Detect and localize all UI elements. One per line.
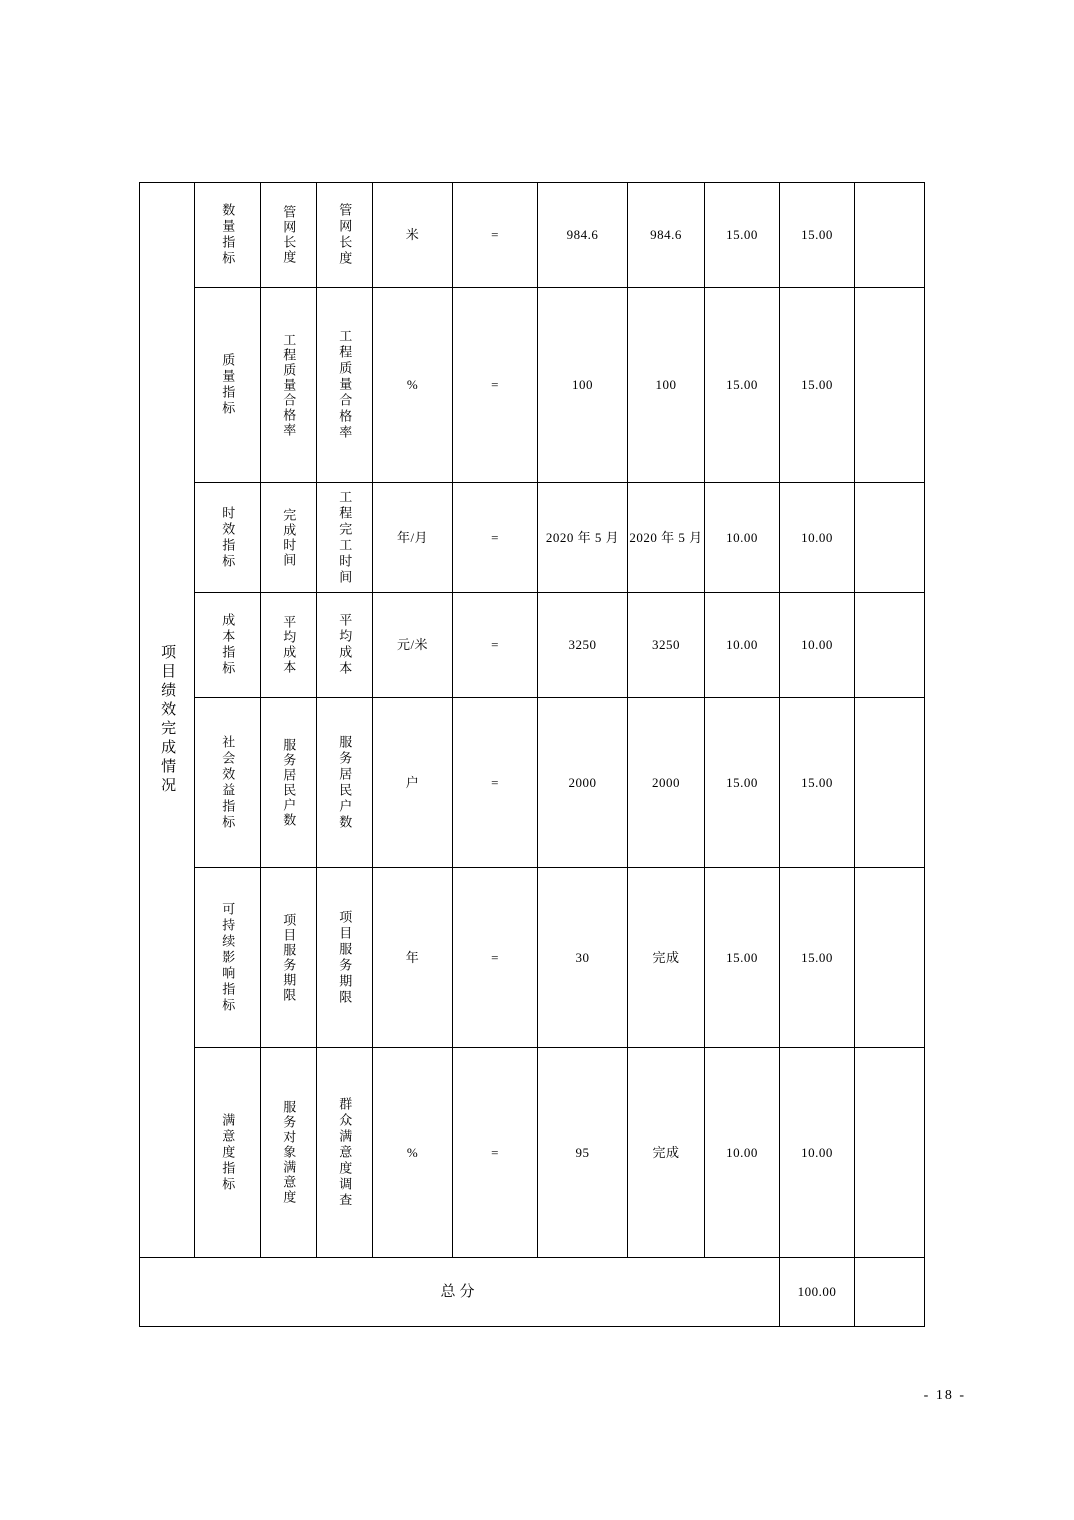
group-cell bbox=[195, 698, 261, 868]
table-row bbox=[140, 1048, 925, 1258]
group-label: 可持续影响指标 bbox=[220, 901, 236, 1014]
target-cell: 3250 bbox=[538, 593, 628, 698]
indicator-cell bbox=[261, 183, 317, 288]
group-label: 成本指标 bbox=[220, 613, 236, 677]
target-cell: 100 bbox=[538, 288, 628, 483]
actual-cell: 100 bbox=[628, 288, 705, 483]
actual-cell: 2000 bbox=[628, 698, 705, 868]
group-label: 时效指标 bbox=[220, 505, 236, 570]
table-row bbox=[140, 288, 925, 483]
target-cell: 2020 年 5 月 bbox=[538, 483, 628, 593]
name-label: 管网长度 bbox=[337, 203, 353, 267]
name-cell bbox=[317, 183, 373, 288]
name-label: 工程质量合格率 bbox=[337, 329, 353, 441]
indicator-cell bbox=[261, 698, 317, 868]
name-label: 服务居民户数 bbox=[337, 734, 353, 831]
group-label: 数量指标 bbox=[220, 203, 236, 267]
actual-cell: 2020 年 5 月 bbox=[628, 483, 705, 593]
unit-cell: 年/月 bbox=[373, 483, 453, 593]
indicator-label: 项目服务期限 bbox=[281, 912, 297, 1003]
table-row bbox=[140, 868, 925, 1048]
name-cell bbox=[317, 1048, 373, 1258]
indicator-cell bbox=[261, 483, 317, 593]
remark-cell bbox=[855, 593, 925, 698]
name-label: 工程完工时间 bbox=[337, 489, 353, 586]
table-row bbox=[140, 698, 925, 868]
indicator-label: 工程质量合格率 bbox=[281, 332, 297, 438]
indicator-label: 服务对象满意度 bbox=[281, 1100, 297, 1205]
operator-cell: = bbox=[453, 698, 538, 868]
total-label: 总分 bbox=[440, 1283, 479, 1300]
remark-cell bbox=[855, 183, 925, 288]
weight-cell: 15.00 bbox=[705, 698, 780, 868]
name-label: 项目服务期限 bbox=[337, 909, 353, 1006]
category-label: 项目绩效完成情况 bbox=[159, 644, 176, 796]
group-cell bbox=[195, 483, 261, 593]
group-cell bbox=[195, 868, 261, 1048]
actual-cell: 完成 bbox=[628, 868, 705, 1048]
weight-cell: 10.00 bbox=[705, 593, 780, 698]
total-score-cell: 100.00 bbox=[780, 1258, 855, 1327]
operator-cell: = bbox=[453, 1048, 538, 1258]
table-row bbox=[140, 183, 925, 288]
actual-cell: 984.6 bbox=[628, 183, 705, 288]
group-label: 质量指标 bbox=[220, 353, 236, 417]
score-cell: 10.00 bbox=[780, 593, 855, 698]
score-cell: 15.00 bbox=[780, 868, 855, 1048]
group-cell bbox=[195, 593, 261, 698]
operator-cell: = bbox=[453, 483, 538, 593]
indicator-label: 完成时间 bbox=[281, 507, 297, 568]
weight-cell: 10.00 bbox=[705, 483, 780, 593]
name-cell bbox=[317, 288, 373, 483]
total-label-cell bbox=[140, 1258, 780, 1327]
target-cell: 95 bbox=[538, 1048, 628, 1258]
name-label: 群众满意度调查 bbox=[337, 1096, 353, 1209]
total-row bbox=[140, 1258, 925, 1327]
weight-cell: 15.00 bbox=[705, 183, 780, 288]
name-cell bbox=[317, 868, 373, 1048]
score-cell: 15.00 bbox=[780, 288, 855, 483]
remark-cell bbox=[855, 483, 925, 593]
indicator-cell bbox=[261, 288, 317, 483]
operator-cell: = bbox=[453, 183, 538, 288]
table-row bbox=[140, 593, 925, 698]
indicator-cell bbox=[261, 1048, 317, 1258]
unit-cell: 元/米 bbox=[373, 593, 453, 698]
table-row bbox=[140, 483, 925, 593]
group-cell bbox=[195, 183, 261, 288]
name-label: 平均成本 bbox=[337, 613, 353, 677]
page-number: - 18 - bbox=[923, 1388, 966, 1403]
group-label: 社会效益指标 bbox=[220, 734, 236, 831]
indicator-cell bbox=[261, 593, 317, 698]
actual-cell: 完成 bbox=[628, 1048, 705, 1258]
indicator-label: 服务居民户数 bbox=[281, 737, 297, 828]
name-cell bbox=[317, 483, 373, 593]
unit-cell: 米 bbox=[373, 183, 453, 288]
remark-cell bbox=[855, 868, 925, 1048]
remark-cell bbox=[855, 288, 925, 483]
target-cell: 2000 bbox=[538, 698, 628, 868]
indicator-label: 平均成本 bbox=[281, 615, 297, 675]
target-cell: 30 bbox=[538, 868, 628, 1048]
indicator-cell bbox=[261, 868, 317, 1048]
name-cell bbox=[317, 698, 373, 868]
score-cell: 10.00 bbox=[780, 1048, 855, 1258]
score-cell: 15.00 bbox=[780, 698, 855, 868]
performance-table bbox=[139, 182, 925, 1327]
remark-cell bbox=[855, 698, 925, 868]
target-cell: 984.6 bbox=[538, 183, 628, 288]
weight-cell: 15.00 bbox=[705, 288, 780, 483]
category-cell bbox=[140, 183, 195, 1258]
unit-cell: % bbox=[373, 288, 453, 483]
weight-cell: 10.00 bbox=[705, 1048, 780, 1258]
remark-cell bbox=[855, 1048, 925, 1258]
group-label: 满意度指标 bbox=[220, 1112, 236, 1193]
score-cell: 15.00 bbox=[780, 183, 855, 288]
name-cell bbox=[317, 593, 373, 698]
actual-cell: 3250 bbox=[628, 593, 705, 698]
total-remark-cell bbox=[855, 1258, 925, 1327]
operator-cell: = bbox=[453, 288, 538, 483]
unit-cell: % bbox=[373, 1048, 453, 1258]
indicator-label: 管网长度 bbox=[281, 205, 297, 265]
unit-cell: 年 bbox=[373, 868, 453, 1048]
operator-cell: = bbox=[453, 868, 538, 1048]
group-cell bbox=[195, 1048, 261, 1258]
weight-cell: 15.00 bbox=[705, 868, 780, 1048]
group-cell bbox=[195, 288, 261, 483]
score-cell: 10.00 bbox=[780, 483, 855, 593]
unit-cell: 户 bbox=[373, 698, 453, 868]
operator-cell: = bbox=[453, 593, 538, 698]
